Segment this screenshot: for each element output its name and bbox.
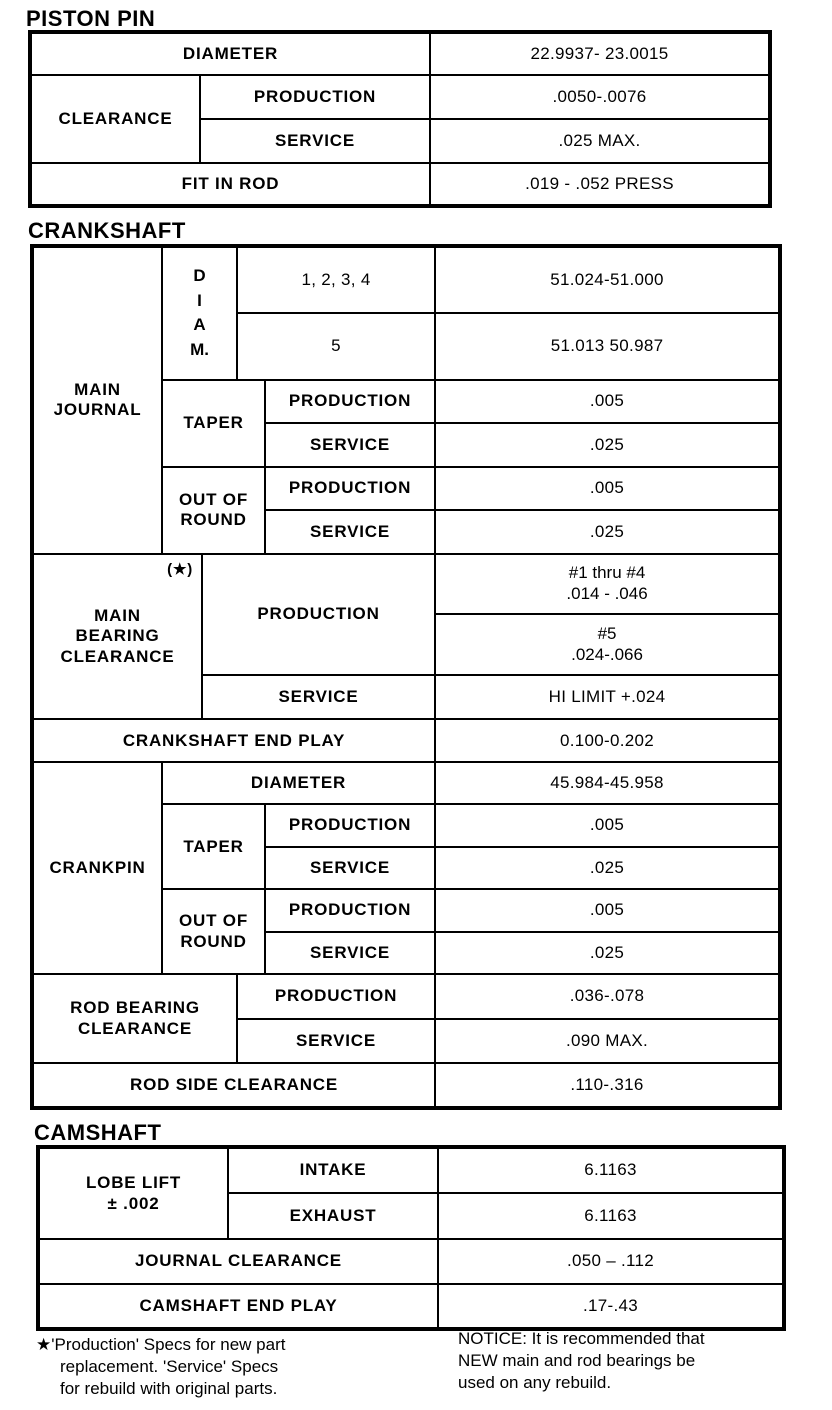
star-icon: (★) <box>167 560 193 578</box>
mj-oor-label: OUT OF ROUND <box>162 467 265 554</box>
piston-pin-title: PISTON PIN <box>26 6 156 31</box>
mb-production-1-4-value: #1 thru #4 .014 - .046 <box>435 554 780 615</box>
piston-service-label: SERVICE <box>200 119 430 163</box>
piston-production-value: .0050-.0076 <box>430 75 770 119</box>
camshaft-title: CAMSHAFT <box>34 1120 162 1145</box>
mb-production-label: PRODUCTION <box>202 554 435 675</box>
crankshaft-title: CRANKSHAFT <box>28 218 186 243</box>
cp-oor-production-value: .005 <box>435 889 780 931</box>
diam-vertical-label: D I A M. <box>162 246 237 380</box>
mj-taper-production-value: .005 <box>435 380 780 424</box>
mj-taper-service-label: SERVICE <box>265 423 435 467</box>
camshaft-end-play-label: CAMSHAFT END PLAY <box>38 1284 438 1329</box>
journals-1-4-label: 1, 2, 3, 4 <box>237 246 435 313</box>
mj-oor-production-value: .005 <box>435 467 780 511</box>
rod-bearing-clearance-label: ROD BEARING CLEARANCE <box>32 974 237 1063</box>
cp-oor-production-label: PRODUCTION <box>265 889 435 931</box>
crankshaft-end-play-value: 0.100-0.202 <box>435 719 780 761</box>
rod-side-clearance-label: ROD SIDE CLEARANCE <box>32 1063 435 1108</box>
diam-1-4-value: 51.024-51.000 <box>435 246 780 313</box>
crankpin-diameter-label: DIAMETER <box>162 762 435 804</box>
piston-fit-label: FIT IN ROD <box>30 163 430 206</box>
spec-footnote: ★'Production' Specs for new part replacement. 'Service' Specs for rebuild with original parts. <box>36 1335 286 1399</box>
notice-footnote: NOTICE: It is recommended that NEW main and rod bearings be used on any rebuild. <box>458 1329 705 1393</box>
cp-taper-production-value: .005 <box>435 804 780 846</box>
crankpin-label: CRANKPIN <box>32 762 162 974</box>
mb-service-value: HI LIMIT +.024 <box>435 675 780 720</box>
crankpin-diameter-value: 45.984-45.958 <box>435 762 780 804</box>
main-bearing-clearance-label: (★) MAIN BEARING CLEARANCE <box>32 554 202 720</box>
mj-oor-service-label: SERVICE <box>265 510 435 554</box>
rod-side-clearance-value: .110-.316 <box>435 1063 780 1108</box>
piston-clearance-label: CLEARANCE <box>30 75 200 163</box>
mj-taper-label: TAPER <box>162 380 265 467</box>
cam-journal-clearance-value: .050 – .112 <box>438 1239 784 1284</box>
diam-5-value: 51.013 50.987 <box>435 313 780 380</box>
cp-oor-label: OUT OF ROUND <box>162 889 265 974</box>
exhaust-label: EXHAUST <box>228 1193 438 1239</box>
rb-service-label: SERVICE <box>237 1019 435 1064</box>
cp-oor-service-value: .025 <box>435 932 780 974</box>
mb-service-label: SERVICE <box>202 675 435 720</box>
mj-oor-production-label: PRODUCTION <box>265 467 435 511</box>
cp-taper-service-label: SERVICE <box>265 847 435 889</box>
camshaft-end-play-value: .17-.43 <box>438 1284 784 1329</box>
intake-label: INTAKE <box>228 1147 438 1193</box>
camshaft-table <box>36 1145 786 1331</box>
mj-oor-service-value: .025 <box>435 510 780 554</box>
piston-diameter-value: 22.9937- 23.0015 <box>430 32 770 75</box>
cp-taper-label: TAPER <box>162 804 265 889</box>
piston-service-value: .025 MAX. <box>430 119 770 163</box>
rb-production-label: PRODUCTION <box>237 974 435 1019</box>
main-journal-label: MAIN JOURNAL <box>32 246 162 554</box>
mj-taper-service-value: .025 <box>435 423 780 467</box>
intake-value: 6.1163 <box>438 1147 784 1193</box>
cp-taper-production-label: PRODUCTION <box>265 804 435 846</box>
rb-production-value: .036-.078 <box>435 974 780 1019</box>
lobe-lift-label: LOBE LIFT ± .002 <box>38 1147 228 1239</box>
piston-production-label: PRODUCTION <box>200 75 430 119</box>
cam-journal-clearance-label: JOURNAL CLEARANCE <box>38 1239 438 1284</box>
mb-production-5-value: #5 .024-.066 <box>435 614 780 675</box>
journal-5-label: 5 <box>237 313 435 380</box>
piston-diameter-label: DIAMETER <box>30 32 430 75</box>
exhaust-value: 6.1163 <box>438 1193 784 1239</box>
cp-taper-service-value: .025 <box>435 847 780 889</box>
crankshaft-end-play-label: CRANKSHAFT END PLAY <box>32 719 435 761</box>
cp-oor-service-label: SERVICE <box>265 932 435 974</box>
crankshaft-table <box>30 244 782 1110</box>
piston-fit-value: .019 - .052 PRESS <box>430 163 770 206</box>
piston-pin-table <box>28 30 772 208</box>
rb-service-value: .090 MAX. <box>435 1019 780 1064</box>
mj-taper-production-label: PRODUCTION <box>265 380 435 424</box>
